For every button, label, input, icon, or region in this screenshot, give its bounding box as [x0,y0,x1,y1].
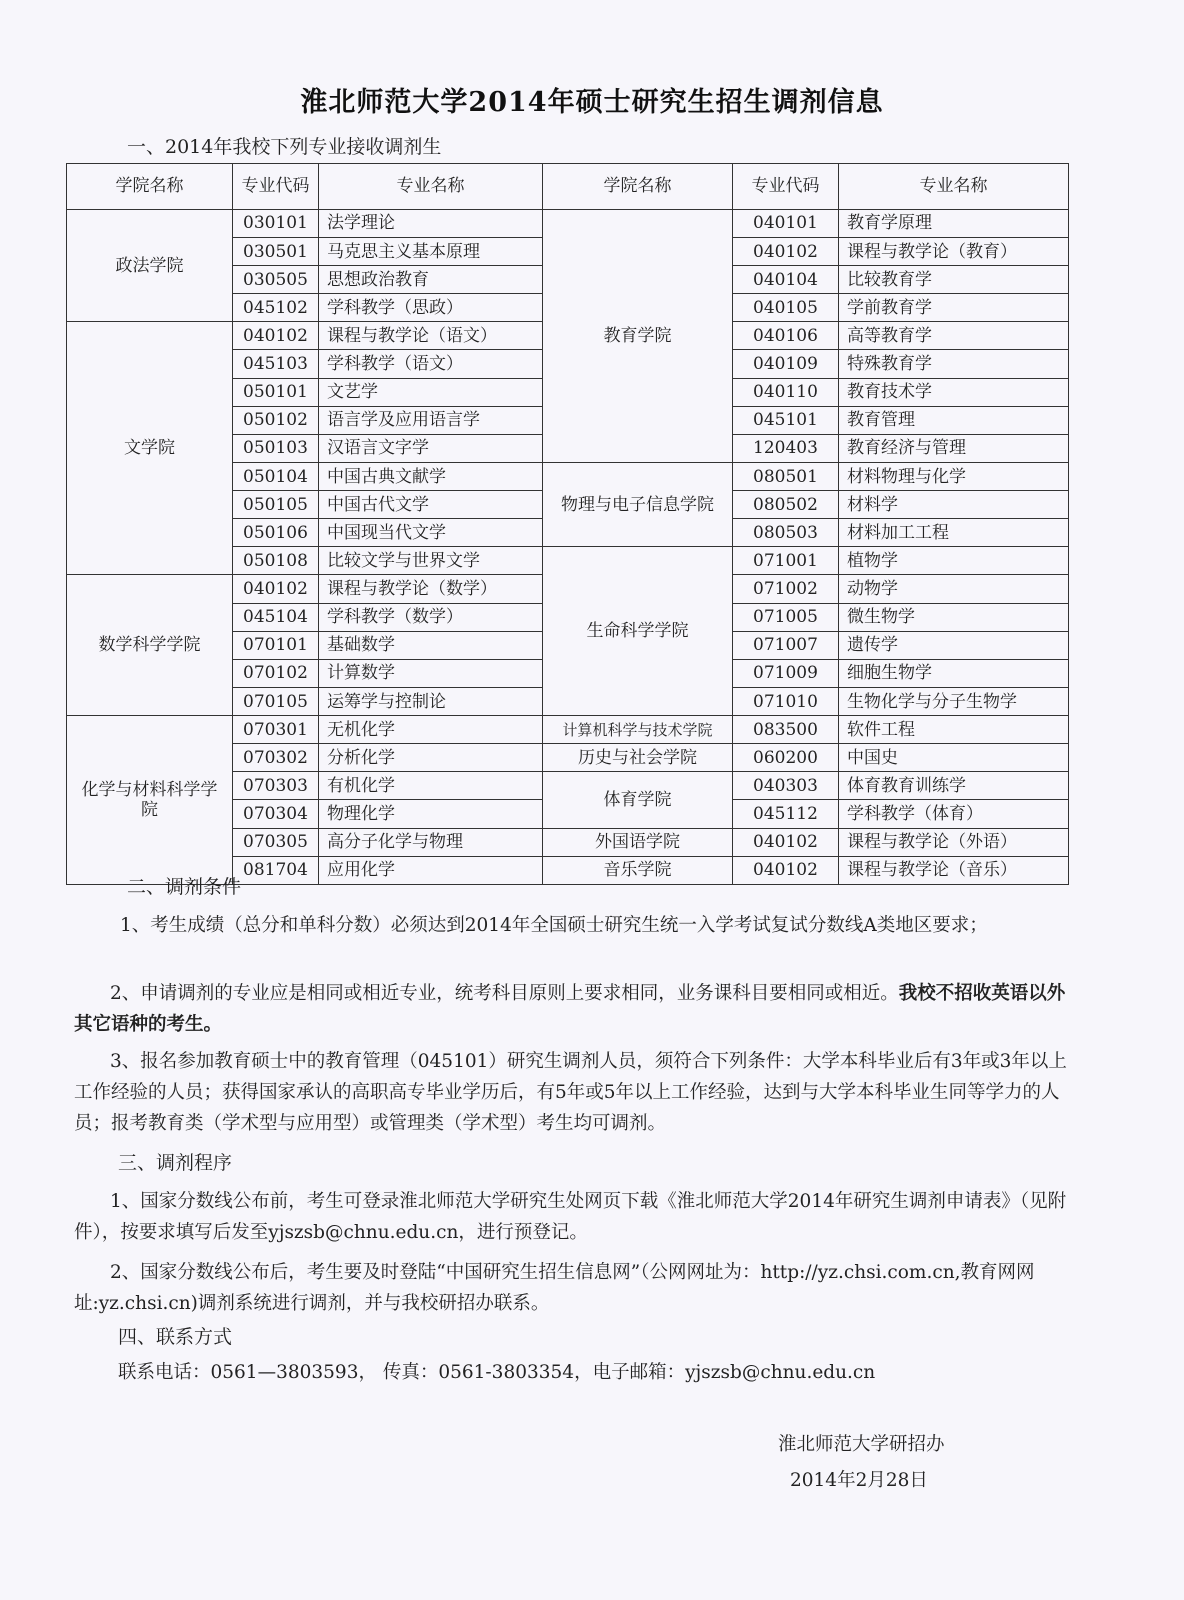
major-code-cell: 040102 [233,322,319,350]
section2-heading: 二、调剂条件 [127,876,242,898]
major-name-cell: 学前教育学 [839,294,1069,322]
major-name-cell: 教育学原理 [839,209,1069,237]
college-cell: 历史与社会学院 [543,744,733,772]
college-cell: 音乐学院 [543,856,733,884]
major-code-cell: 050108 [233,547,319,575]
major-name-cell: 材料加工工程 [839,519,1069,547]
major-name-cell: 生物化学与分子生物学 [839,687,1069,715]
major-name-cell: 学科教学（思政） [319,294,543,322]
header-college: 学院名称 [67,164,233,210]
major-code-cell: 071002 [733,575,839,603]
majors-table [66,163,1069,885]
major-code-cell: 040101 [733,209,839,237]
header-code: 专业代码 [733,164,839,210]
major-code-cell: 040102 [233,575,319,603]
major-name-cell: 学科教学（数学） [319,603,543,631]
major-code-cell: 040102 [733,237,839,265]
major-name-cell: 课程与教学论（数学） [319,575,543,603]
major-code-cell: 050106 [233,519,319,547]
college-cell: 政法学院 [67,209,233,322]
major-name-cell: 基础数学 [319,631,543,659]
major-name-cell: 文艺学 [319,378,543,406]
major-name-cell: 比较文学与世界文学 [319,547,543,575]
major-code-cell: 070301 [233,716,319,744]
major-code-cell: 030501 [233,237,319,265]
college-cell: 化学与材料科学学院 [67,716,233,885]
major-code-cell: 050101 [233,378,319,406]
major-name-cell: 遗传学 [839,631,1069,659]
major-code-cell: 040105 [733,294,839,322]
major-code-cell: 045103 [233,350,319,378]
major-code-cell: 080502 [733,491,839,519]
major-code-cell: 040303 [733,772,839,800]
section2-paragraph-2-text: 2、申请调剂的专业应是相同或相近专业，统考科目原则上要求相同，业务课科目要相同或相近。 [110,983,899,1004]
major-name-cell: 无机化学 [319,716,543,744]
major-name-cell: 高分子化学与物理 [319,828,543,856]
major-name-cell: 教育管理 [839,406,1069,434]
section3-paragraph-1: 1、国家分数线公布前，考生可登录淮北师范大学研究生处网页下载《淮北师范大学2014年研究生调剂申请表》（见附件），按要求填写后发至yjszsb@chnu.edu.cn，进行预登记。 [74,1191,1067,1243]
major-code-cell: 040109 [733,350,839,378]
major-code-cell: 040106 [733,322,839,350]
section2-paragraph-2 [74,978,1074,1040]
section3-paragraph-2: 2、国家分数线公布后，考生要及时登陆“中国研究生招生信息网”（公网网址为：http://yz.chsi.com.cn,教育网网址:yz.chsi.cn)调剂系统进行调剂，并与我校研招办联系。 [74,1262,1035,1314]
major-name-cell: 教育技术学 [839,378,1069,406]
major-name-cell: 计算数学 [319,659,543,687]
major-code-cell: 040110 [733,378,839,406]
contact-line: 联系电话：0561—3803593， 传真：0561-3803354，电子邮箱：yjszsb@chnu.edu.cn [118,1362,876,1383]
major-code-cell: 040102 [733,856,839,884]
major-code-cell: 045104 [233,603,319,631]
major-name-cell: 软件工程 [839,716,1069,744]
major-name-cell: 学科教学（语文） [319,350,543,378]
major-name-cell: 特殊教育学 [839,350,1069,378]
table-header-row [67,164,1069,210]
major-code-cell: 070102 [233,659,319,687]
major-code-cell: 070101 [233,631,319,659]
college-cell: 物理与电子信息学院 [543,462,733,546]
major-name-cell: 汉语言文字学 [319,434,543,462]
major-name-cell: 细胞生物学 [839,659,1069,687]
major-code-cell: 080501 [733,462,839,490]
major-code-cell: 071007 [733,631,839,659]
major-code-cell: 045101 [733,406,839,434]
college-cell: 文学院 [67,322,233,575]
table-row [67,716,1069,744]
college-cell: 教育学院 [543,209,733,462]
major-name-cell: 材料学 [839,491,1069,519]
major-code-cell: 040102 [733,828,839,856]
major-code-cell: 120403 [733,434,839,462]
major-name-cell: 法学理论 [319,209,543,237]
major-name-cell: 材料物理与化学 [839,462,1069,490]
major-code-cell: 070304 [233,800,319,828]
major-name-cell: 动物学 [839,575,1069,603]
major-code-cell: 070302 [233,744,319,772]
major-name-cell: 课程与教学论（外语） [839,828,1069,856]
major-name-cell: 中国古典文献学 [319,462,543,490]
major-name-cell: 物理化学 [319,800,543,828]
major-name-cell: 课程与教学论（音乐） [839,856,1069,884]
major-name-cell: 应用化学 [319,856,543,884]
signature-date: 2014年2月28日 [790,1470,928,1491]
major-code-cell: 083500 [733,716,839,744]
major-code-cell: 070105 [233,687,319,715]
major-name-cell: 中国古代文学 [319,491,543,519]
major-code-cell: 071005 [733,603,839,631]
college-cell: 体育学院 [543,772,733,828]
major-name-cell: 马克思主义基本原理 [319,237,543,265]
major-code-cell: 030505 [233,266,319,294]
major-name-cell: 教育经济与管理 [839,434,1069,462]
section4-heading: 四、联系方式 [118,1326,233,1348]
header-code: 专业代码 [233,164,319,210]
college-cell: 生命科学学院 [543,547,733,716]
major-code-cell: 045112 [733,800,839,828]
major-name-cell: 运筹学与控制论 [319,687,543,715]
header-name: 专业名称 [319,164,543,210]
section2-paragraph-1: 1、考生成绩（总分和单科分数）必须达到2014年全国硕士研究生统一入学考试复试分数线A类地区要求； [120,915,988,936]
major-code-cell: 070303 [233,772,319,800]
header-name: 专业名称 [839,164,1069,210]
major-code-cell: 050103 [233,434,319,462]
major-name-cell: 学科教学（体育） [839,800,1069,828]
major-name-cell: 中国史 [839,744,1069,772]
major-name-cell: 中国现当代文学 [319,519,543,547]
college-cell: 数学科学学院 [67,575,233,716]
major-name-cell: 分析化学 [319,744,543,772]
section2-paragraph-3: 3、报名参加教育硕士中的教育管理（045101）研究生调剂人员，须符合下列条件：大学本科毕业后有3年或3年以上工作经验的人员；获得国家承认的高职高专毕业学历后，有5年或5年以上工作经验，达到与大学本科毕业生同等学力的人员；报考教育类（学术型与应用型）或管理类（学术型）考生均可调剂。 [74,1051,1067,1134]
major-code-cell: 071001 [733,547,839,575]
signature-org: 淮北师范大学研招办 [778,1434,945,1455]
major-code-cell: 045102 [233,294,319,322]
major-code-cell: 080503 [733,519,839,547]
major-name-cell: 微生物学 [839,603,1069,631]
major-name-cell: 植物学 [839,547,1069,575]
major-name-cell: 课程与教学论（语文） [319,322,543,350]
college-cell: 计算机科学与技术学院 [543,716,733,744]
section3-heading: 三、调剂程序 [118,1152,233,1174]
section1-heading: 一、2014年我校下列专业接收调剂生 [127,136,442,158]
major-code-cell: 030101 [233,209,319,237]
major-name-cell: 课程与教学论（教育） [839,237,1069,265]
major-code-cell: 071009 [733,659,839,687]
header-college: 学院名称 [543,164,733,210]
major-name-cell: 体育教育训练学 [839,772,1069,800]
table-row [67,209,1069,237]
major-code-cell: 081704 [233,856,319,884]
major-code-cell: 050104 [233,462,319,490]
college-cell: 外国语学院 [543,828,733,856]
major-code-cell: 070305 [233,828,319,856]
section2-paragraph-2-bold: 我校不招收英语以外其它语种的考生。 [74,983,1066,1035]
major-name-cell: 有机化学 [319,772,543,800]
major-name-cell: 比较教育学 [839,266,1069,294]
major-code-cell: 050102 [233,406,319,434]
major-name-cell: 思想政治教育 [319,266,543,294]
page-title: 淮北师范大学2014年硕士研究生招生调剂信息 [300,87,884,118]
major-code-cell: 040104 [733,266,839,294]
major-name-cell: 高等教育学 [839,322,1069,350]
major-name-cell: 语言学及应用语言学 [319,406,543,434]
major-code-cell: 060200 [733,744,839,772]
major-code-cell: 071010 [733,687,839,715]
major-code-cell: 050105 [233,491,319,519]
